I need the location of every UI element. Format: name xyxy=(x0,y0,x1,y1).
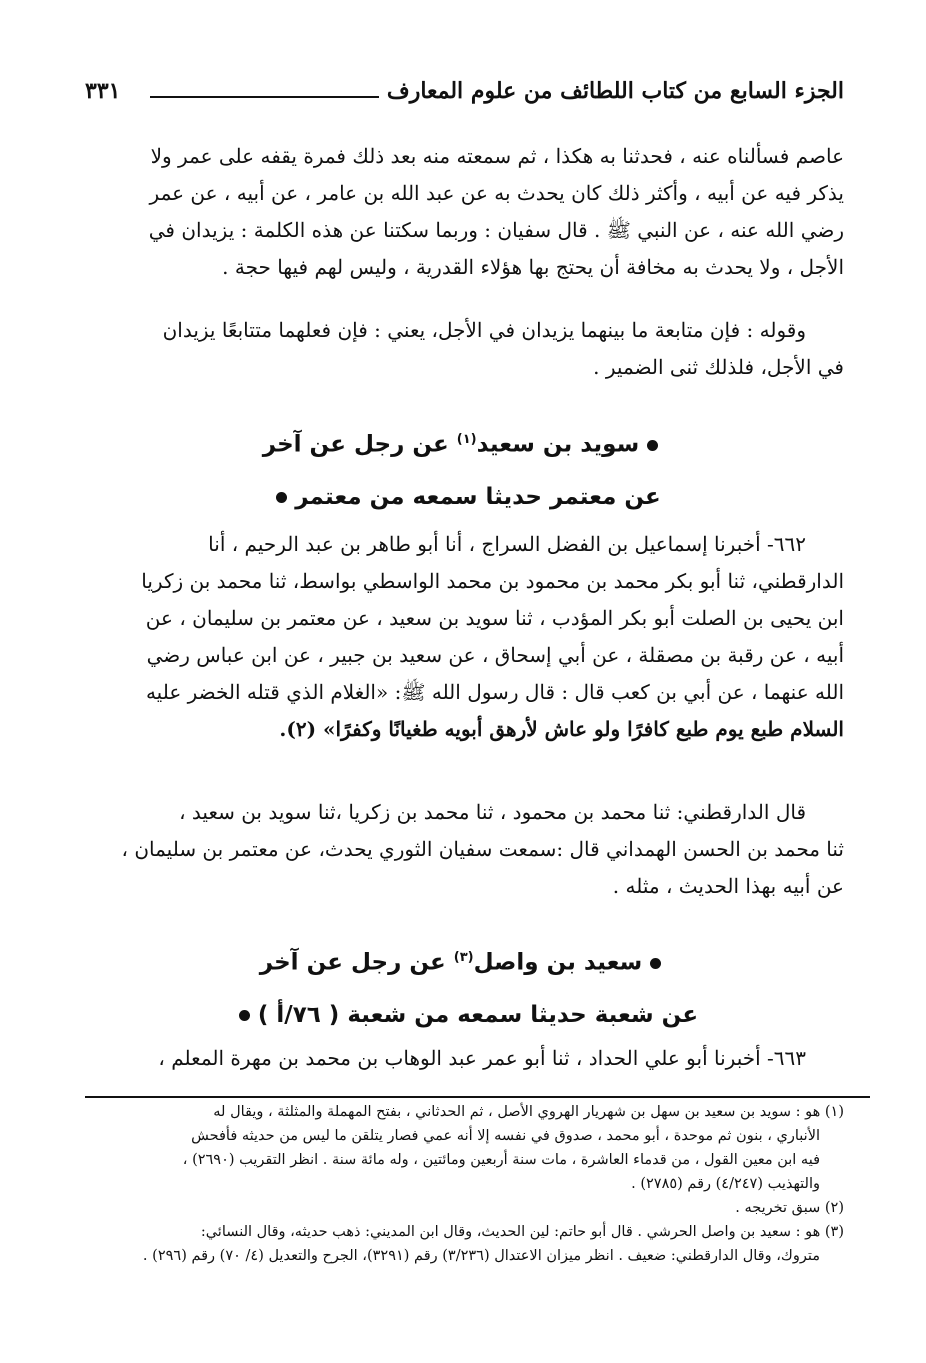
heading-chain: عن رجل عن آخر xyxy=(259,949,446,976)
header-rule xyxy=(150,96,379,98)
bullet-icon xyxy=(650,958,661,969)
section-heading-1 xyxy=(85,414,844,523)
footnote-ref: (١) xyxy=(456,432,477,447)
text-line: عن أبيه بهذا الحديث ، مثله . xyxy=(612,874,844,898)
text-line: قال الدارقطني: ثنا محمد بن محمود ، ثنا محمد بن زكريا ،ثنا سويد بن سعيد ، xyxy=(179,800,806,824)
footnotes xyxy=(85,1100,844,1268)
text-line: الدارقطني، ثنا أبو بكر محمد بن محمود بن محمد الواسطي بواسط، ثنا محمد بن زكريا xyxy=(141,569,844,593)
heading-line xyxy=(85,414,844,471)
hadith-663 xyxy=(85,1040,844,1077)
heading-line xyxy=(85,932,844,989)
footnote-line: الأنباري ، بنون ثم موحدة ، أبو محمد ، صدوق في نفسه إلا أنه عمي فصار يتلقن ما ليس من حديثه فأفحش xyxy=(191,1128,820,1144)
running-header xyxy=(85,78,844,114)
text-line: أبيه ، عن رقبة بن مصقلة ، عن أبي إسحاق ، عن سعيد بن جبير ، عن ابن عباس رضي xyxy=(146,643,844,667)
text-line: ٦٦٣- أخبرنا أبو علي الحداد ، ثنا أبو عمر عبد الوهاب بن محمد بن مهرة المعلم ، xyxy=(158,1046,806,1070)
text-line: الله عنهما ، عن أبي بن كعب قال : قال رسول الله ﷺ: «الغلام الذي قتله الخضر عليه xyxy=(145,680,844,704)
heading-subtitle: عن شعبة حديثا سمعه من شعبة ( ٧٦/أ ) xyxy=(257,1001,699,1028)
text-line: وقوله : فإن متابعة ما بينهما يزيدان في الأجل، يعني : فإن فعلهما متتابعًا يزيدان xyxy=(162,318,806,342)
paragraph-daraqutni xyxy=(85,794,844,905)
header-title: الجزء السابع من كتاب اللطائف من علوم المعارف xyxy=(386,78,844,104)
text-line: يذكر فيه عن أبيه ، وأكثر ذلك كان يحدث به عن عبد الله بن عامر ، عن أبيه ، عن عمر xyxy=(149,181,844,205)
page-number: ٣٣١ xyxy=(85,78,121,104)
text-line: ابن يحيى بن الصلت أبو بكر المؤدب ، ثنا سويد بن سعيد ، عن معتمر بن سليمان ، عن xyxy=(145,606,844,630)
section-heading-2 xyxy=(85,932,844,1041)
footnote-ref: (٣) xyxy=(453,950,474,965)
text-line: رضي الله عنه ، عن النبي ﷺ . قال سفيان : وربما سكتنا عن هذه الكلمة : يزيدان في xyxy=(148,218,844,242)
paragraph-continuation xyxy=(85,138,844,286)
footnote-line: (١) هو : سويد بن سعيد بن سهل بن شهريار الهروي الأصل ، ثم الحدثاني ، بفتح المهملة والمثلثة ، ويقال له xyxy=(213,1104,844,1120)
heading-narrator: سعيد بن واصل xyxy=(473,949,643,976)
bullet-icon xyxy=(647,440,658,451)
footnote-line: والتهذيب (٤/٢٤٧) رقم (٢٧٨٥) . xyxy=(631,1176,820,1192)
heading-chain: عن رجل عن آخر xyxy=(262,431,449,458)
heading-line xyxy=(85,471,844,523)
text-line: ثنا محمد بن الحسن الهمداني قال :سمعت سفيان الثوري يحدث، عن معتمر بن سليمان ، xyxy=(121,837,844,861)
heading-subtitle: عن معتمر حديثا سمعه من معتمر xyxy=(295,483,661,510)
text-line: السلام طبع يوم طبع كافرًا ولو عاش لأرهق أبويه طغيانًا وكفرًا» (٢). xyxy=(279,717,844,741)
text-line: الأجل ، ولا يحدث به مخافة أن يحتج بها هؤلاء القدرية ، وليس لهم فيها حجة . xyxy=(222,255,844,279)
text-line: ٦٦٢- أخبرنا إسماعيل بن الفضل السراج ، أنا أبو طاهر بن عبد الرحيم ، أنا xyxy=(208,532,806,556)
footnote-line: فيه ابن معين القول ، من قدماء العاشرة ، مات سنة أربعين ومائتين ، وله مائة سنة . انظر التقريب (٢٦٩٠) ، xyxy=(182,1152,820,1168)
footnote-line: متروك، وقال الدارقطني: ضعيف . انظر ميزان الاعتدال (٣/٢٣٦) رقم (٣٢٩١)، الجرح والتعديل (٤/ ٧٠) رقم (٢٩٦) . xyxy=(142,1248,820,1264)
bullet-icon xyxy=(239,1010,250,1021)
footnote-line: (٢) سبق تخريجه . xyxy=(735,1200,844,1216)
heading-line xyxy=(85,989,844,1041)
heading-narrator: سويد بن سعيد xyxy=(476,431,640,458)
hadith-662 xyxy=(85,526,844,748)
bullet-icon xyxy=(276,492,287,503)
text-line: في الأجل، فلذلك ثنى الضمير . xyxy=(593,355,844,379)
text-line: عاصم فسألناه عنه ، فحدثنا به هكذا ، ثم سمعته منه بعد ذلك فمرة يقفه على عمر ولا xyxy=(150,144,844,168)
footnote-line: (٣) هو : سعيد بن واصل الحرشي . قال أبو حاتم: لين الحديث، وقال ابن المديني: ذهب حديثه، وقال النسائي: xyxy=(200,1224,844,1240)
paragraph-commentary xyxy=(85,312,844,386)
footnote-rule xyxy=(85,1096,870,1098)
